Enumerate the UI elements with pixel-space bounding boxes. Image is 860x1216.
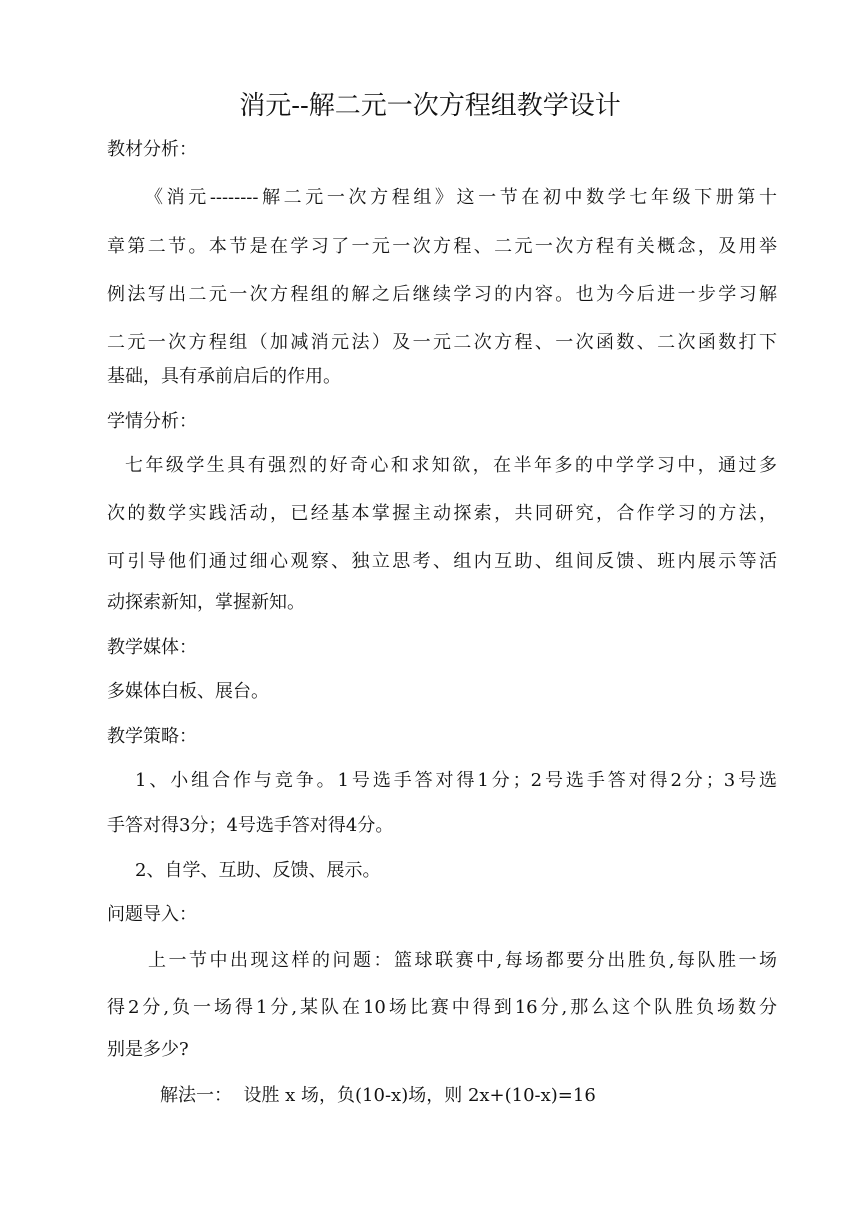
- paragraph-line: 章第二节。本节是在学习了一元一次方程、二元一次方程有关概念，及用举: [107, 236, 777, 257]
- paragraph-line: 《消元--------解二元一次方程组》这一节在初中数学七年级下册第十: [145, 187, 777, 208]
- solution-one-line: 解法一： 设胜 x 场，负(10-x)场，则 2x+(10-x)=16: [160, 1085, 596, 1106]
- heading-problem-introduction: 问题导入：: [107, 904, 197, 925]
- heading-teaching-strategy: 教学策略：: [107, 726, 197, 747]
- heading-student-analysis: 学情分析：: [107, 411, 197, 432]
- paragraph-line: 次的数学实践活动，已经基本掌握主动探索，共同研究，合作学习的方法，: [107, 503, 777, 524]
- paragraph-line: 例法写出二元一次方程组的解之后继续学习的内容。也为今后进一步学习解: [107, 284, 777, 305]
- paragraph-line: 可引导他们通过细心观察、独立思考、组内互助、组间反馈、班内展示等活: [107, 551, 777, 572]
- paragraph-line: 2、自学、互助、反馈、展示。: [135, 860, 381, 881]
- paragraph-line: 得2分,负一场得1分,某队在10场比赛中得到16分,那么这个队胜负场数分: [107, 997, 778, 1018]
- paragraph-line: 上一节中出现这样的问题：篮球联赛中,每场都要分出胜负,每队胜一场: [148, 950, 777, 971]
- paragraph-line: 1、小组合作与竞争。1号选手答对得1分；2号选手答对得2分；3号选: [135, 770, 777, 791]
- paragraph-line: 七年级学生具有强烈的好奇心和求知欲，在半年多的中学学习中，通过多: [125, 455, 777, 476]
- paragraph-line: 别是多少?: [107, 1039, 189, 1060]
- paragraph-line: 二元一次方程组（加减消元法）及一元二次方程、一次函数、二次函数打下: [107, 332, 777, 353]
- paragraph-line: 多媒体白板、展台。: [107, 681, 269, 702]
- paragraph-line: 动探索新知，掌握新知。: [107, 592, 305, 613]
- heading-teaching-media: 教学媒体：: [107, 637, 197, 658]
- heading-textbook-analysis: 教材分析：: [107, 139, 197, 160]
- page-title: 消元--解二元一次方程组教学设计: [239, 91, 621, 121]
- paragraph-line: 手答对得3分；4号选手答对得4分。: [107, 815, 394, 836]
- paragraph-line: 基础，具有承前启后的作用。: [107, 366, 341, 387]
